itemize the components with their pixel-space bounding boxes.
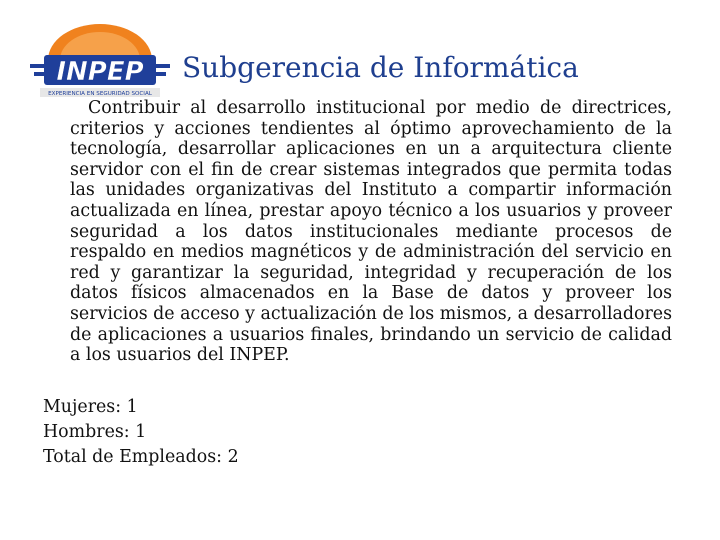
logo-wordmark: INPEP — [56, 57, 144, 87]
total-employees: Total de Empleados: 2 — [43, 447, 239, 467]
logo-speed-line — [154, 64, 170, 68]
logo-speed-line — [30, 64, 46, 68]
employee-stats — [43, 395, 239, 470]
logo-tagline: EXPERIENCIA EN SEGURIDAD SOCIAL — [48, 91, 152, 97]
mission-paragraph: Contribuir al desarrollo institucional por medio de directrices, criterios y acciones tendientes al óptimo aprovechamiento de la tecnología, desarrollar aplicaciones en un a arquitectura cliente servidor con el fin de crear sistemas integrados que permita todas las unidades organizativas del Instituto a compartir información actualizada en línea, prestar apoyo técnico a los usuarios y proveer seguridad a los datos institucionales mediante procesos de respaldo en medios magnéticos y de administración del servicio en red y garantizar la seguridad, integridad y recuperación de los datos físicos almacenados en la Base de datos y proveer los servicios de acceso y actualización de los mismos, a desarrolladores de aplicaciones a usuarios finales, brindando un servicio de calidad a los usuarios del INPEP. — [70, 98, 673, 366]
inpep-logo — [30, 22, 170, 98]
inpep-logo-graphic — [30, 22, 170, 98]
women-count: Mujeres: 1 — [43, 397, 138, 417]
page-title: Subgerencia de Informática — [182, 51, 579, 84]
men-count: Hombres: 1 — [43, 422, 147, 442]
